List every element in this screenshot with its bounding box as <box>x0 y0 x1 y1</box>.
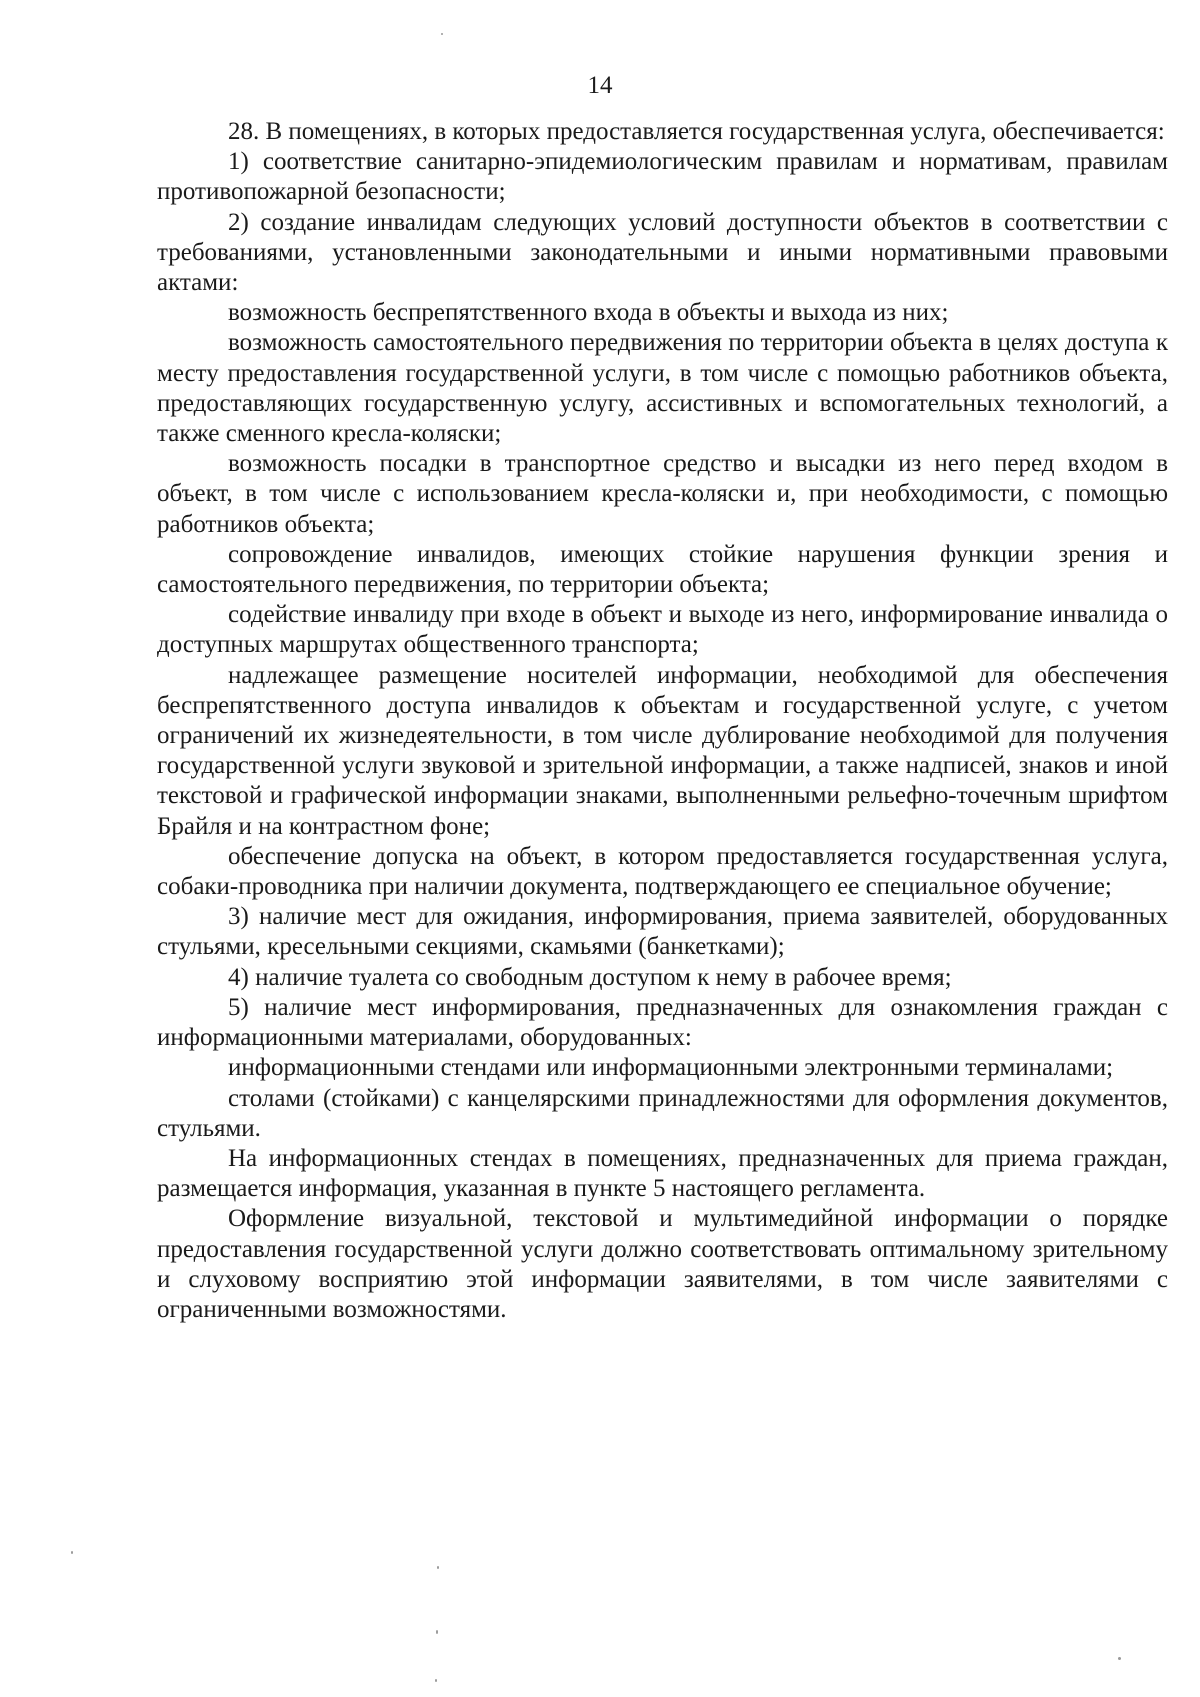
paragraph-guide-dog: обеспечение допуска на объект, в котором предоставляется государственная услуга, собаки-проводника при наличии документа, подтверждающего ее специальное обучение; <box>157 842 1168 901</box>
paragraph-stands: информационными стендами или информационными электронными терминалами; <box>228 1054 1114 1082</box>
scan-speck <box>436 1630 438 1634</box>
scan-speck <box>71 1551 73 1554</box>
paragraph-transport: возможность посадки в транспортное средство и высадки из него перед входом в объект, в том числе с использованием кресла-коляски и, при необходимости, с помощью работников объекта; <box>157 450 1168 538</box>
paragraph-design: Оформление визуальной, текстовой и мультимедийной информации о порядке предоставления государственной услуги должно соответствовать оптимальному зрительному и слуховому восприятию этой информации заявителями, в том числе заявителями с ограниченными возможностями. <box>157 1205 1168 1323</box>
paragraph-28: 28. В помещениях, в которых предоставляется государственная услуга, обеспечивается: <box>228 118 1165 145</box>
paragraph-assistance: содействие инвалиду при входе в объект и выходе из него, информирование инвалида о доступных маршрутах общественного транспорта; <box>157 601 1168 659</box>
paragraph-entrance-access: возможность беспрепятственного входа в объекты и выхода из них; <box>228 299 949 327</box>
paragraph-tables: столами (стойками) с канцелярскими принадлежностями для оформления документов, стульями. <box>157 1084 1168 1142</box>
paragraph-item-1: 1) соответствие санитарно-эпидемиологическим правилам и нормативам, правилам противопожарной безопасности; <box>157 148 1168 206</box>
paragraph-item-5: 5) наличие мест информирования, предназначенных для ознакомления граждан с информационными материалами, оборудованных: <box>157 993 1168 1052</box>
scan-speck <box>441 33 443 35</box>
scan-speck <box>437 1566 439 1569</box>
scan-speck <box>1118 1657 1121 1660</box>
page-number: 14 <box>587 72 613 99</box>
paragraph-movement: возможность самостоятельного передвижения по территории объекта в целях доступа к месту предоставления государственной услуги, в том числе с помощью работников объекта, предоставляющих государственную услугу, ассистивных и вспомогательных технологий, а также сменного кресла-коляски; <box>157 329 1168 448</box>
scan-speck <box>435 1679 437 1682</box>
paragraph-item-3: 3) наличие мест для ожидания, информирования, приема заявителей, оборудованных стульями, кресельными секциями, скамьями (банкетками); <box>157 903 1168 961</box>
paragraph-info-stands: На информационных стендах в помещениях, предназначенных для приема граждан, размещается информация, указанная в пункте 5 настоящего регламента. <box>157 1144 1168 1203</box>
document-body <box>157 117 1168 1325</box>
paragraph-information-placement: надлежащее размещение носителей информации, необходимой для обеспечения беспрепятственного доступа инвалидов к объектам и государственной услуге, с учетом ограничений их жизнедеятельности, в том числе дублирование необходимой для получения государственной услуги звуковой и зрительной информации, а также надписей, знаков и иной текстовой и графической информации знаками, выполненными рельефно-точечным шрифтом Брайля и на контрастном фоне; <box>157 661 1168 840</box>
paragraph-item-4: 4) наличие туалета со свободным доступом к нему в рабочее время; <box>228 963 952 991</box>
paragraph-item-2: 2) создание инвалидам следующих условий доступности объектов в соответствии с требованиями, установленными законодательными и иными нормативными правовыми актами: <box>157 208 1168 297</box>
paragraph-escort: сопровождение инвалидов, имеющих стойкие нарушения функции зрения и самостоятельного передвижения, по территории объекта; <box>157 540 1168 599</box>
